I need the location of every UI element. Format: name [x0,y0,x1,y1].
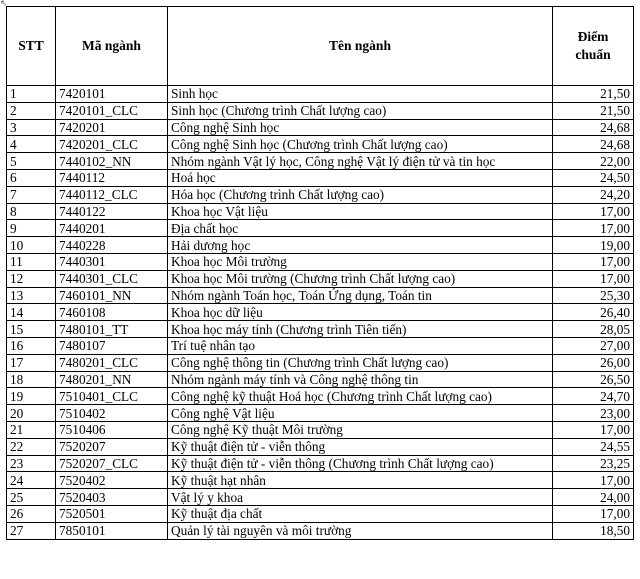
header-diem-chuan [553,7,634,86]
cell-stt: 4 [7,136,56,153]
table-row [7,304,634,321]
table-row [7,203,634,220]
cell-stt: 12 [7,270,56,287]
cell-diem-chuan: 17,00 [553,253,634,270]
cell-diem-chuan: 26,50 [553,371,634,388]
table-row [7,522,634,539]
cell-ten-nganh: Sinh học (Chương trình Chất lượng cao) [168,102,553,119]
cell-ma-nganh: 7420201_CLC [56,136,168,153]
cell-ma-nganh: 7510401_CLC [56,388,168,405]
cell-ten-nganh: Vật lý y khoa [168,489,553,506]
cell-diem-chuan: 19,00 [553,237,634,254]
admission-score-table [6,6,634,540]
cell-ma-nganh: 7480107 [56,337,168,354]
table-row [7,438,634,455]
cell-ten-nganh: Công nghệ thông tin (Chương trình Chất lượng cao) [168,354,553,371]
cell-ma-nganh: 7440301 [56,253,168,270]
cell-diem-chuan: 17,00 [553,472,634,489]
table-row [7,421,634,438]
cell-diem-chuan: 22,00 [553,153,634,170]
cell-ma-nganh: 7440122 [56,203,168,220]
table-row [7,371,634,388]
cell-diem-chuan: 26,40 [553,304,634,321]
table-row [7,169,634,186]
table-row [7,321,634,338]
table-row [7,505,634,522]
cell-diem-chuan: 27,00 [553,337,634,354]
cell-diem-chuan: 23,25 [553,455,634,472]
cell-ten-nganh: Kỹ thuật địa chất [168,505,553,522]
cell-diem-chuan: 26,00 [553,354,634,371]
cell-ma-nganh: 7440228 [56,237,168,254]
cell-ten-nganh: Quản lý tài nguyên và môi trường [168,522,553,539]
table-row [7,405,634,422]
cell-ma-nganh: 7420101_CLC [56,102,168,119]
cell-ma-nganh: 7520403 [56,489,168,506]
cell-ten-nganh: Công nghệ Kỹ thuật Môi trường [168,421,553,438]
header-ma-nganh: Mã ngành [56,7,168,86]
table-row [7,86,634,103]
cell-stt: 3 [7,119,56,136]
cell-diem-chuan: 17,00 [553,421,634,438]
cell-ten-nganh: Khoa học Môi trường [168,253,553,270]
cell-stt: 18 [7,371,56,388]
cell-stt: 20 [7,405,56,422]
cell-ma-nganh: 7460108 [56,304,168,321]
cell-ten-nganh: Nhóm ngành Vật lý học, Công nghệ Vật lý điện tử và tin học [168,153,553,170]
table-row [7,472,634,489]
header-row [7,7,634,86]
cell-ten-nganh: Kỹ thuật điện tử - viễn thông (Chương trình Chất lượng cao) [168,455,553,472]
cell-diem-chuan: 24,20 [553,186,634,203]
cell-diem-chuan: 24,68 [553,136,634,153]
cell-ma-nganh: 7520207 [56,438,168,455]
header-ten-nganh: Tên ngành [168,7,553,86]
cell-diem-chuan: 24,50 [553,169,634,186]
cell-stt: 27 [7,522,56,539]
cell-ten-nganh: Kỹ thuật điện tử - viễn thông [168,438,553,455]
cell-ma-nganh: 7520207_CLC [56,455,168,472]
table-row [7,337,634,354]
cell-ma-nganh: 7480201_CLC [56,354,168,371]
cell-ten-nganh: Hải dương học [168,237,553,254]
header-stt: STT [7,7,56,86]
cell-stt: 16 [7,337,56,354]
cell-diem-chuan: 17,00 [553,220,634,237]
table-row [7,119,634,136]
cell-ma-nganh: 7520501 [56,505,168,522]
cell-ma-nganh: 7440301_CLC [56,270,168,287]
cell-ma-nganh: 7850101 [56,522,168,539]
table-row [7,270,634,287]
table-row [7,388,634,405]
cell-stt: 25 [7,489,56,506]
table-row [7,253,634,270]
cell-ten-nganh: Sinh học [168,86,553,103]
cell-diem-chuan: 28,05 [553,321,634,338]
table-row [7,102,634,119]
cell-diem-chuan: 17,00 [553,505,634,522]
cell-stt: 6 [7,169,56,186]
cell-ten-nganh: Công nghệ kỹ thuật Hoá học (Chương trình Chất lượng cao) [168,388,553,405]
cell-diem-chuan: 25,30 [553,287,634,304]
cell-ma-nganh: 7440112 [56,169,168,186]
cell-ma-nganh: 7440201 [56,220,168,237]
cell-ten-nganh: Công nghệ Vật liệu [168,405,553,422]
table-row [7,455,634,472]
cell-stt: 8 [7,203,56,220]
cell-ma-nganh: 7510402 [56,405,168,422]
cell-ten-nganh: Công nghệ Sinh học [168,119,553,136]
cell-stt: 11 [7,253,56,270]
cell-stt: 13 [7,287,56,304]
cell-ten-nganh: Nhóm ngành Toán học, Toán Ứng dụng, Toán tin [168,287,553,304]
cell-stt: 14 [7,304,56,321]
table-row [7,287,634,304]
cell-ma-nganh: 7460101_NN [56,287,168,304]
table-row [7,354,634,371]
cell-ma-nganh: 7420201 [56,119,168,136]
table-row [7,153,634,170]
cell-diem-chuan: 18,50 [553,522,634,539]
cell-ten-nganh: Địa chất học [168,220,553,237]
cell-stt: 21 [7,421,56,438]
cell-diem-chuan: 24,68 [553,119,634,136]
cell-stt: 15 [7,321,56,338]
cell-diem-chuan: 23,00 [553,405,634,422]
cell-stt: 9 [7,220,56,237]
cell-diem-chuan: 24,00 [553,489,634,506]
cell-ma-nganh: 7510406 [56,421,168,438]
cell-stt: 2 [7,102,56,119]
cell-ten-nganh: Khoa học Môi trường (Chương trình Chất lượng cao) [168,270,553,287]
cell-ten-nganh: Khoa học dữ liệu [168,304,553,321]
cell-diem-chuan: 17,00 [553,270,634,287]
cell-stt: 1 [7,86,56,103]
cell-stt: 23 [7,455,56,472]
cell-ten-nganh: Khoa học Vật liệu [168,203,553,220]
table-row [7,220,634,237]
cell-ten-nganh: Trí tuệ nhân tạo [168,337,553,354]
table-row [7,136,634,153]
cell-ma-nganh: 7440112_CLC [56,186,168,203]
cell-ten-nganh: Nhóm ngành máy tính và Công nghệ thông tin [168,371,553,388]
table-row [7,237,634,254]
resize-arrow-icon: ↖ [0,0,8,9]
cell-diem-chuan: 24,70 [553,388,634,405]
cell-stt: 17 [7,354,56,371]
cell-diem-chuan: 21,50 [553,86,634,103]
cell-ma-nganh: 7420101 [56,86,168,103]
cell-ma-nganh: 7480201_NN [56,371,168,388]
header-diem-line1: Điểm [577,29,609,44]
cell-stt: 10 [7,237,56,254]
cell-ma-nganh: 7440102_NN [56,153,168,170]
cell-stt: 7 [7,186,56,203]
cell-ten-nganh: Khoa học máy tính (Chương trình Tiên tiến) [168,321,553,338]
cell-diem-chuan: 24,55 [553,438,634,455]
cell-ten-nganh: Công nghệ Sinh học (Chương trình Chất lượng cao) [168,136,553,153]
cell-ten-nganh: Hoá học [168,169,553,186]
cell-ma-nganh: 7520402 [56,472,168,489]
cell-stt: 24 [7,472,56,489]
cell-stt: 5 [7,153,56,170]
cell-ma-nganh: 7480101_TT [56,321,168,338]
cell-diem-chuan: 21,50 [553,102,634,119]
cell-ten-nganh: Kỹ thuật hạt nhân [168,472,553,489]
cell-diem-chuan: 17,00 [553,203,634,220]
cell-stt: 19 [7,388,56,405]
table-body [7,86,634,540]
cell-stt: 26 [7,505,56,522]
table-row [7,186,634,203]
table-row [7,489,634,506]
header-diem-line2: chuẩn [575,47,611,62]
cell-stt: 22 [7,438,56,455]
cell-ten-nganh: Hóa học (Chương trình Chất lượng cao) [168,186,553,203]
